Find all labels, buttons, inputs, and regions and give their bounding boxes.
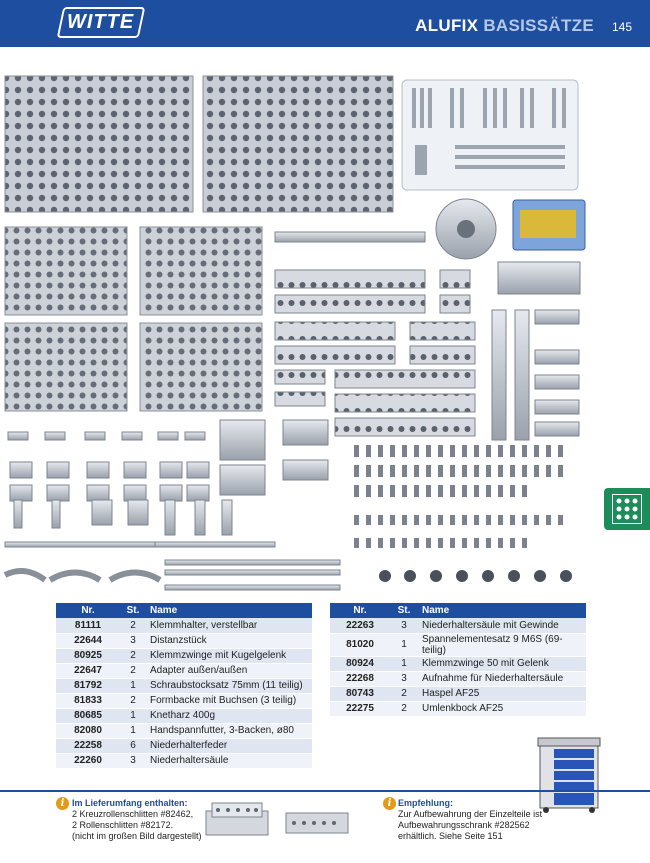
grid-plate-icon: [612, 494, 642, 524]
row-nr: 22268: [330, 671, 390, 686]
row-st: 1: [120, 708, 146, 723]
table-row: [330, 671, 586, 686]
row-st: 6: [120, 738, 146, 753]
storage-cabinet-image: [534, 736, 604, 814]
recommendation-note: [398, 798, 542, 842]
col-nr: Nr.: [56, 603, 120, 618]
roller-slide-image: [284, 805, 350, 841]
row-name: Schraubstocksatz 75mm (11 teilig): [146, 678, 312, 693]
row-nr: 81020: [330, 633, 390, 656]
row-name: Haspel AF25: [418, 686, 586, 701]
row-name: Niederhaltersäule mit Gewinde: [418, 618, 586, 633]
row-nr: 22275: [330, 701, 390, 716]
row-nr: 81792: [56, 678, 120, 693]
row-nr: 82080: [56, 723, 120, 738]
base-plate-small-1: [5, 227, 127, 315]
row-st: 2: [390, 701, 418, 716]
row-nr: 22647: [56, 663, 120, 678]
table-row: [56, 678, 312, 693]
row-name: Aufnahme für Niederhaltersäule: [418, 671, 586, 686]
col-name: Name: [146, 603, 312, 618]
row-nr: 22644: [56, 633, 120, 648]
page-number: 145: [611, 20, 632, 34]
product-photo: [0, 60, 600, 600]
table-header-row: [56, 603, 312, 618]
row-name: Adapter außen/außen: [146, 663, 312, 678]
included-line: 2 Rollenschlitten #82172.: [72, 820, 174, 830]
included-heading: Im Lieferumfang enthalten:: [72, 798, 188, 808]
table-row: [330, 633, 586, 656]
row-name: Knetharz 400g: [146, 708, 312, 723]
included-line: 2 Kreuzrollenschlitten #82462,: [72, 809, 194, 819]
included-note: [72, 798, 202, 842]
page-header: [0, 0, 650, 47]
parts-table-left: [56, 603, 312, 769]
col-name: Name: [418, 603, 586, 618]
row-st: 3: [120, 753, 146, 768]
base-plate-small-4: [140, 323, 262, 411]
row-name: Klemmhalter, verstellbar: [146, 618, 312, 633]
row-nr: 81833: [56, 693, 120, 708]
col-nr: Nr.: [330, 603, 390, 618]
footer-divider: [0, 790, 650, 792]
table-row: [56, 618, 312, 633]
row-st: 2: [120, 648, 146, 663]
base-plate-small-3: [5, 323, 127, 411]
table-row: [330, 618, 586, 633]
row-nr: 22263: [330, 618, 390, 633]
row-st: 2: [390, 686, 418, 701]
cross-slide-image: [202, 797, 272, 845]
title-sub: BASISSÄTZE: [483, 16, 594, 35]
page-title: [415, 16, 594, 36]
table-row: [56, 648, 312, 663]
row-st: 1: [120, 678, 146, 693]
col-st: St.: [120, 603, 146, 618]
base-plate-small-2: [140, 227, 262, 315]
info-icon: i: [383, 797, 396, 810]
info-icon: i: [56, 797, 69, 810]
brand-name: WITTE: [67, 11, 135, 33]
table-row: [56, 738, 312, 753]
row-st: 3: [390, 618, 418, 633]
table-row: [56, 753, 312, 768]
table-row: [330, 701, 586, 716]
table-header-row: [330, 603, 586, 618]
table-row: [330, 686, 586, 701]
recommendation-line: Zur Aufbewahrung der Einzelteile ist: [398, 809, 543, 819]
row-st: 1: [390, 656, 418, 671]
row-st: 1: [390, 633, 418, 656]
table-row: [56, 723, 312, 738]
row-name: Niederhalterfeder: [146, 738, 312, 753]
parts-table-right: [330, 603, 586, 717]
row-name: Spannelementesatz 9 M6S (69-teilig): [418, 633, 586, 656]
base-plate-large-1: [5, 76, 193, 212]
title-main: ALUFIX: [415, 16, 479, 35]
row-nr: 22260: [56, 753, 120, 768]
row-name: Klemmzwinge 50 mit Gelenk: [418, 656, 586, 671]
section-tab[interactable]: [604, 488, 650, 530]
table-row: [56, 663, 312, 678]
table-row: [56, 693, 312, 708]
row-name: Umlenkbock AF25: [418, 701, 586, 716]
row-name: Formbacke mit Buchsen (3 teilig): [146, 693, 312, 708]
row-st: 3: [120, 633, 146, 648]
row-nr: 80743: [330, 686, 390, 701]
row-nr: 80685: [56, 708, 120, 723]
vise: [498, 262, 580, 294]
row-nr: 81111: [56, 618, 120, 633]
included-line: (nicht im großen Bild dargestellt): [72, 831, 202, 841]
recommendation-line: erhältlich. Siehe Seite 151: [398, 831, 503, 841]
row-st: 2: [120, 693, 146, 708]
recommendation-heading: Empfehlung:: [398, 798, 453, 808]
base-plate-large-2: [203, 76, 393, 212]
row-name: Niederhaltersäule: [146, 753, 312, 768]
row-st: 3: [390, 671, 418, 686]
witte-logo: [57, 7, 146, 38]
recommendation-line: Aufbewahrungsschrank #282562: [398, 820, 530, 830]
row-name: Handspannfutter, 3-Backen, ø80: [146, 723, 312, 738]
row-st: 1: [120, 723, 146, 738]
row-st: 2: [120, 663, 146, 678]
row-name: Distanzstück: [146, 633, 312, 648]
table-row: [56, 708, 312, 723]
row-name: Klemmzwinge mit Kugelgelenk: [146, 648, 312, 663]
col-st: St.: [390, 603, 418, 618]
row-nr: 22258: [56, 738, 120, 753]
table-row: [56, 633, 312, 648]
row-nr: 80925: [56, 648, 120, 663]
table-row: [330, 656, 586, 671]
row-nr: 80924: [330, 656, 390, 671]
row-st: 2: [120, 618, 146, 633]
